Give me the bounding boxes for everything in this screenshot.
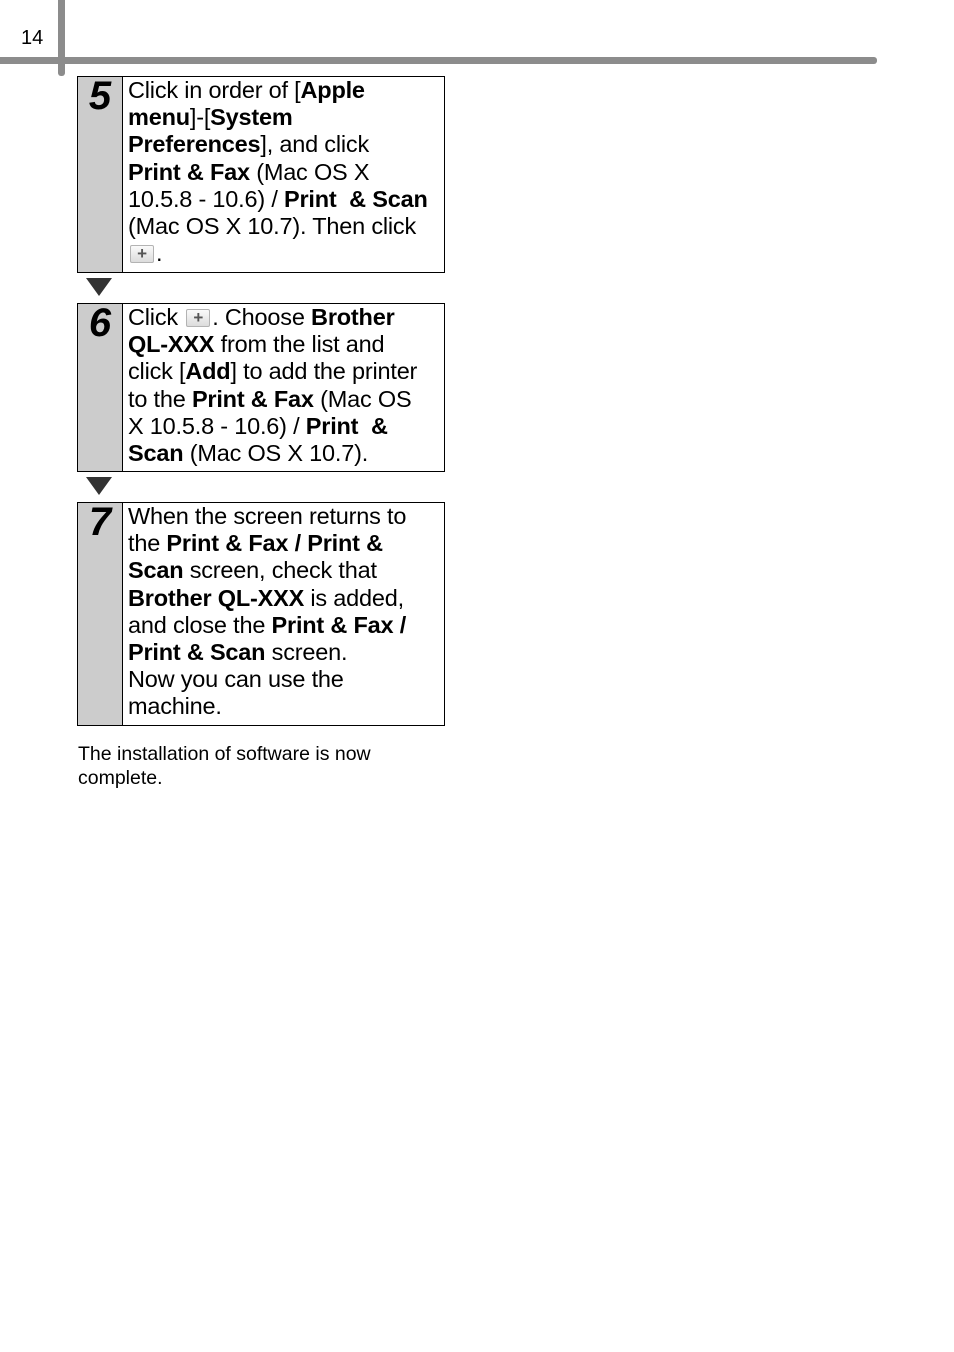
step-line [128,503,440,530]
text: Now you can use the [128,666,344,693]
step-text [123,77,444,272]
arrow-down-icon [86,278,112,296]
text: X 10.5.8 - 10.6) / [128,412,306,439]
bold-text: QL-XXX [128,331,215,358]
step-line [128,693,440,720]
text: and close the [128,611,272,638]
text: . Choose [212,304,312,330]
page-number: 14 [21,27,44,49]
bold-text: Print & Scan [283,185,428,212]
step-line [128,585,440,612]
step-line [128,440,440,467]
step-line [128,240,440,267]
text: screen, check that [183,557,377,584]
text: Click in order of [ [128,77,301,103]
step-line [128,131,440,158]
header-rule-vertical [58,0,65,76]
plus-button-icon [186,309,210,327]
bold-text: Print & Fax [191,385,314,412]
text: from the list and [214,331,385,358]
bold-text: Scan [128,440,184,467]
bold-text: Print & Fax / Print & [166,530,383,557]
step-line [128,386,440,413]
step-number-column [78,500,123,725]
bold-text: Print & Scan [128,639,266,666]
step-line [128,77,440,104]
step-line [128,358,440,385]
step-line [128,639,440,666]
text: Click [128,304,185,330]
step-number-column [78,301,123,471]
text: (Mac OS [313,385,412,412]
text: When the screen returns to [128,503,407,529]
text: machine. [128,693,222,720]
bold-text: Apple [300,77,365,103]
completion-note: The installation of software is now complete. [78,743,371,789]
step-5 [77,76,445,273]
step-number-column [78,74,123,272]
step-line [128,304,440,331]
text: the [128,530,167,557]
bold-text: System [210,104,293,131]
text: (Mac OS X 10.7). [183,440,369,467]
step-line [128,557,440,584]
step-line [128,186,440,213]
text: . [156,240,163,267]
step-7 [77,502,445,726]
bold-text: Preferences [128,131,261,158]
text: 10.5.8 - 10.6) / [128,185,284,212]
bold-text: Scan [128,557,184,584]
text: screen. [265,639,348,666]
step-number: 7 [88,500,112,544]
bold-text: Brother [311,304,395,330]
bold-text: Print & [305,412,388,439]
step-line [128,612,440,639]
bold-text: Brother QL-XXX [128,584,305,611]
step-6 [77,303,445,472]
step-line [128,413,440,440]
header-rule-horizontal [0,57,877,64]
plus-button-icon [130,245,154,263]
step-line [128,666,440,693]
bold-text: Print & Fax / [271,611,407,638]
text: (Mac OS X [249,158,370,185]
arrow-down-icon [86,477,112,495]
bold-text: menu [128,104,190,131]
bold-text: Print & Fax [128,158,250,185]
step-text [123,304,444,471]
step-line [128,104,440,131]
step-line [128,159,440,186]
text: ]-[ [189,104,211,131]
bold-text: Add [185,358,231,385]
text: (Mac OS X 10.7). Then click [128,213,417,240]
step-number: 6 [88,301,112,345]
text: to the [128,385,192,412]
text: click [ [128,358,186,385]
step-line [128,213,440,240]
text: is added, [304,584,404,611]
text: ], and click [260,131,369,158]
step-text [123,503,444,725]
step-line [128,530,440,557]
text: ] to add the printer [230,358,418,385]
step-number: 5 [88,74,112,118]
step-line [128,331,440,358]
